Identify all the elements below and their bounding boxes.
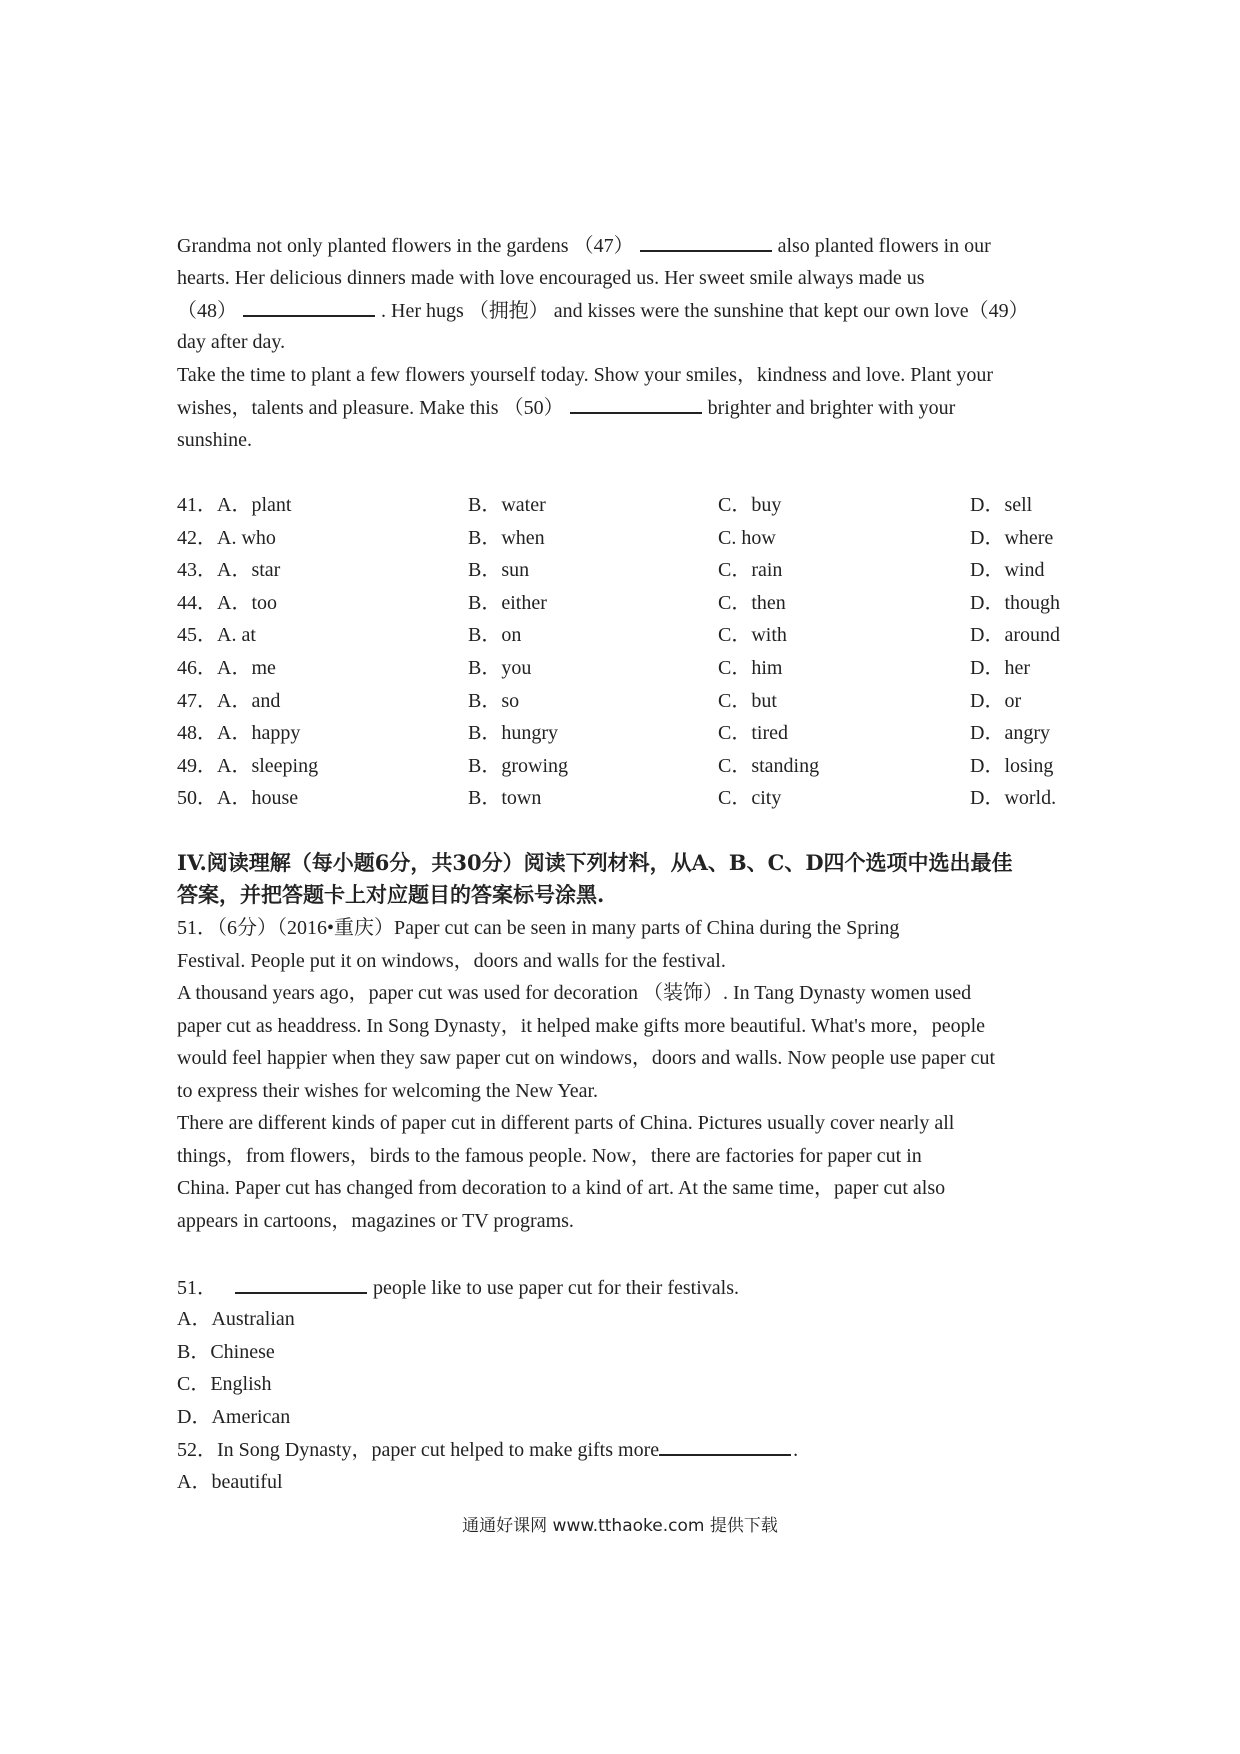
option-choice: C．but <box>718 690 777 712</box>
question-option: A．Australian <box>177 1308 295 1330</box>
option-choice: C．rain <box>718 559 783 581</box>
section-heading: 答案，并把答题卡上对应题目的答案标号涂黑. <box>177 882 605 907</box>
passage-line: appears in cartoons，magazines or TV programs. <box>177 1210 574 1232</box>
passage-line: Festival. People put it on windows，doors and walls for the festival. <box>177 950 726 972</box>
option-row-label: 50．A．house <box>177 787 299 809</box>
option-row-label: 44．A．too <box>177 592 277 614</box>
option-choice: B．sun <box>468 559 530 581</box>
passage-line: things，from flowers，birds to the famous people. Now，there are factories for paper cut in <box>177 1145 922 1167</box>
answer-blank <box>235 1274 367 1294</box>
question-option: D．American <box>177 1406 291 1428</box>
option-choice: D．around <box>970 624 1060 646</box>
option-choice: C．standing <box>718 755 820 777</box>
option-choice: C．buy <box>718 494 782 516</box>
question-51: 51． people like to use paper cut for their festivals. <box>177 1274 739 1301</box>
option-choice: C．then <box>718 592 786 614</box>
passage-line: wishes，talents and pleasure. Make this （50） brighter and brighter with your <box>177 394 955 421</box>
option-choice: D．sell <box>970 494 1033 516</box>
answer-blank <box>243 297 375 317</box>
option-choice: B．water <box>468 494 546 516</box>
option-choice: D．angry <box>970 722 1050 744</box>
passage-line: There are different kinds of paper cut in different parts of China. Pictures usually cover nearly all <box>177 1112 955 1134</box>
option-row-label: 48．A．happy <box>177 722 301 744</box>
option-row-label: 42．A. who <box>177 527 276 549</box>
option-choice: B．when <box>468 527 545 549</box>
passage-line: paper cut as headdress. In Song Dynasty，it helped make gifts more beautiful. What's more，people <box>177 1015 986 1037</box>
option-row-label: 45．A. at <box>177 624 256 646</box>
passage-line: Grandma not only planted flowers in the gardens （47） also planted flowers in our <box>177 232 991 259</box>
option-choice: D．world. <box>970 787 1057 809</box>
option-choice: D．though <box>970 592 1060 614</box>
option-choice: D．her <box>970 657 1030 679</box>
option-choice: B．growing <box>468 755 568 777</box>
answer-blank <box>659 1436 791 1456</box>
option-choice: C．city <box>718 787 782 809</box>
passage-line: would feel happier when they saw paper cut on windows，doors and walls. Now people use paper cut <box>177 1047 996 1069</box>
option-row-label: 46．A．me <box>177 657 276 679</box>
answer-blank <box>640 232 772 252</box>
option-choice: B．so <box>468 690 520 712</box>
passage-line: sunshine. <box>177 429 252 451</box>
option-choice: D．losing <box>970 755 1054 777</box>
option-choice: B．town <box>468 787 542 809</box>
passage-line: （48） . Her hugs （拥抱） and kisses were the sunshine that kept our own love（49） <box>177 297 1029 324</box>
option-choice: C．tired <box>718 722 788 744</box>
passage-line: Take the time to plant a few flowers yourself today. Show your smiles，kindness and love. Plant your <box>177 364 994 386</box>
option-choice: C. how <box>718 527 776 549</box>
question-option: C．English <box>177 1373 272 1395</box>
question-option: A．beautiful <box>177 1471 283 1493</box>
passage-line: hearts. Her delicious dinners made with love encouraged us. Her sweet smile always made us <box>177 267 925 289</box>
option-choice: D．or <box>970 690 1022 712</box>
option-choice: B．either <box>468 592 547 614</box>
question-option: B．Chinese <box>177 1341 275 1363</box>
passage-line: China. Paper cut has changed from decoration to a kind of art. At the same time，paper cut also <box>177 1177 946 1199</box>
option-choice: C．him <box>718 657 783 679</box>
option-choice: D．wind <box>970 559 1045 581</box>
option-choice: B．on <box>468 624 522 646</box>
passage-line: day after day. <box>177 331 286 353</box>
option-choice: B．hungry <box>468 722 558 744</box>
option-row-label: 49．A．sleeping <box>177 755 319 777</box>
question-52: 52．In Song Dynasty，paper cut helped to make gifts more . <box>177 1436 798 1463</box>
option-choice: C．with <box>718 624 787 646</box>
section-heading: IV.阅读理解（每小题6分，共30分）阅读下列材料，从A、B、C、D四个选项中选出最佳 <box>177 850 1013 875</box>
passage-line: to express their wishes for welcoming the New Year. <box>177 1080 599 1102</box>
answer-blank <box>570 394 702 414</box>
option-row-label: 41．A．plant <box>177 494 292 516</box>
passage-line: 51．（6分）（2016•重庆）Paper cut can be seen in many parts of China during the Spring <box>177 917 900 939</box>
option-choice: D．where <box>970 527 1054 549</box>
passage-line: A thousand years ago，paper cut was used for decoration （装饰）. In Tang Dynasty women used <box>177 982 972 1004</box>
option-choice: B．you <box>468 657 532 679</box>
option-row-label: 43．A．star <box>177 559 281 581</box>
footer-source: 通通好课网 www.tthaoke.com 提供下载 <box>462 1516 778 1536</box>
option-row-label: 47．A．and <box>177 690 281 712</box>
